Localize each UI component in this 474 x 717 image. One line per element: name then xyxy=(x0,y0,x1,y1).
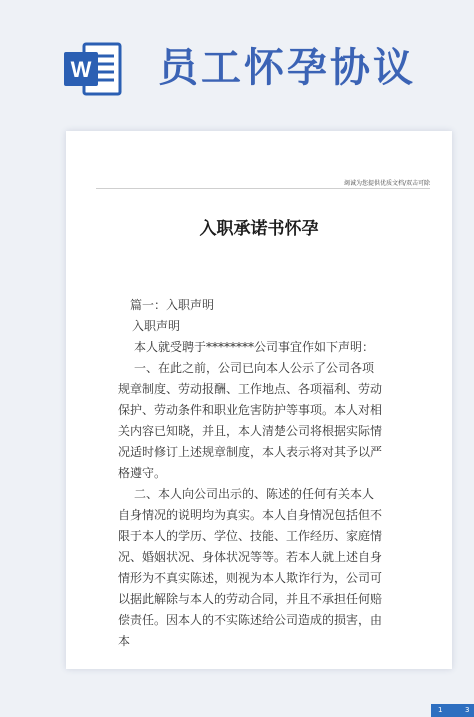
word-document-icon xyxy=(62,40,124,98)
page-indicator xyxy=(431,704,474,717)
banner-title: 员工怀孕协议 xyxy=(158,45,416,91)
header-divider xyxy=(96,188,430,189)
body-paragraph: 一、在此之前，公司已向本人公示了公司各项规章制度、劳动报酬、工作地点、各项福利、劳动保护、劳动条件和职业危害防护等事项。本人对相关内容已知晓，并且，本人清楚公司将根据实际情况适时修订上述规章制度，本人表示将对其予以严格遵守。 xyxy=(118,361,383,480)
section-heading: 篇一：入职声明 xyxy=(130,298,215,312)
section-subtitle: 入职声明 xyxy=(132,319,181,333)
body-paragraph: 本人就受聘于********公司事宜作如下声明： xyxy=(134,340,375,354)
banner xyxy=(0,0,474,130)
current-page-number: 1 xyxy=(438,706,443,714)
body-paragraph: 二、本人向公司出示的、陈述的任何有关本人自身情况的说明均为真实。本人自身情况包括但不限于本人的学历、学位、技能、工作经历、家庭情况、婚姻状况、身体状况等等。若本人就上述自身情形为不真实陈述，则视为本人欺诈行为，公司可以据此解除与本人的劳动合同，并且不承担任何赔偿责任。因本人的不实陈述给公司造成的损害，由本 xyxy=(118,487,383,648)
document-page xyxy=(66,131,470,714)
header-note: 竭诚为您提供优质文档/双击可除 xyxy=(343,180,430,187)
word-icon-letter: W xyxy=(70,57,92,82)
total-page-number: 3 xyxy=(465,706,470,714)
document-title: 入职承诺书怀孕 xyxy=(199,219,319,239)
document-body xyxy=(118,295,382,652)
